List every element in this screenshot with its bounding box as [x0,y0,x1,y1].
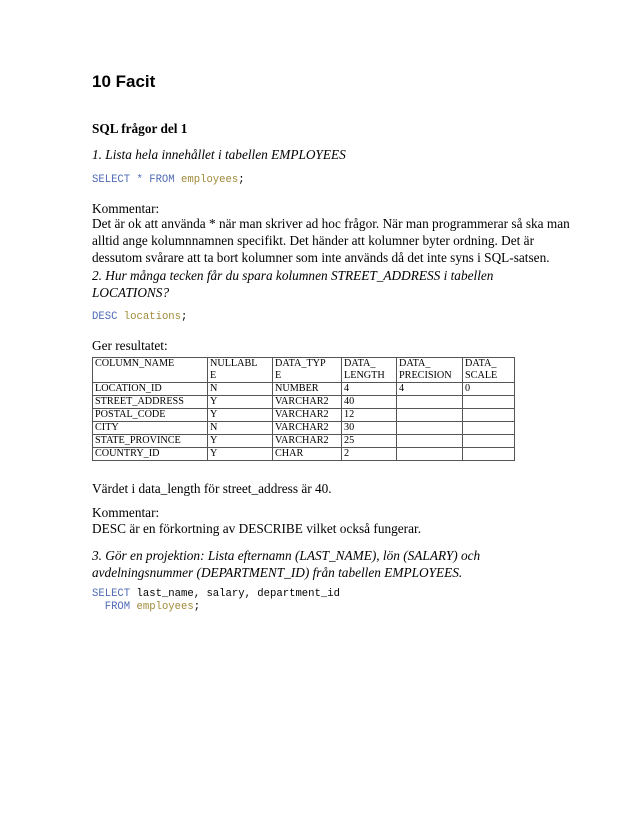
column-header: COLUMN_NAME [93,358,208,383]
table-cell: VARCHAR2 [273,409,342,422]
code-block-2 [92,311,187,323]
code-keyword: SELECT * FROM [92,174,182,186]
page-heading: 10 Facit [92,72,156,91]
table-row [93,422,515,435]
code-identifier: employees [181,174,239,186]
section-title: SQL frågor del 1 [92,121,188,136]
table-cell: N [208,383,273,396]
code-columns: last_name, salary, department_id [136,588,340,600]
table-cell [397,422,463,435]
answer-2: Värdet i data_length för street_address är 40. [92,481,332,496]
table-cell: POSTAL_CODE [93,409,208,422]
code-keyword: SELECT [92,588,137,600]
table-header-row [93,358,515,383]
table-row [93,409,515,422]
table-cell [463,396,515,409]
table-cell: 2 [342,448,397,461]
table-cell [397,448,463,461]
column-header: DATA_TYP E [273,358,342,383]
code-terminator: ; [193,601,201,613]
table-cell: Y [208,435,273,448]
comment-1-line: alltid ange kolumnnamnen specifikt. Det händer att kolumner byter ordning. Det är [92,233,534,248]
comment-2-text: DESC är en förkortning av DESCRIBE vilket också fungerar. [92,521,422,536]
question-2-line: 2. Hur många tecken får du spara kolumnen STREET_ADDRESS i tabellen [92,268,494,283]
result-label: Ger resultatet: [92,338,168,353]
comment-1-label: Kommentar: [92,201,160,216]
question-2-line: LOCATIONS? [92,285,170,300]
column-header: NULLABL E [208,358,273,383]
table-cell: STATE_PROVINCE [93,435,208,448]
column-header: DATA_ SCALE [463,358,515,383]
table-cell: N [208,422,273,435]
table-cell: Y [208,409,273,422]
code-block-1 [92,174,245,186]
question-3-line: avdelningsnummer (DEPARTMENT_ID) från tabellen EMPLOYEES. [92,565,463,580]
column-header: DATA_ PRECISION [397,358,463,383]
table-cell: 12 [342,409,397,422]
column-header: DATA_ LENGTH [342,358,397,383]
table-row [93,448,515,461]
code-terminator: ; [181,311,188,323]
code-block-3-line-1 [92,588,340,600]
table-cell: VARCHAR2 [273,435,342,448]
code-block-3-line-2 [92,601,200,613]
table-cell [397,435,463,448]
table-cell: CHAR [273,448,342,461]
locations-describe-table [92,357,515,461]
table-cell [397,409,463,422]
question-3-line: 3. Gör en projektion: Lista efternamn (LAST_NAME), lön (SALARY) och [92,548,481,563]
table-cell: COUNTRY_ID [93,448,208,461]
table-cell [463,422,515,435]
table-cell: 25 [342,435,397,448]
comment-2-label: Kommentar: [92,505,160,520]
code-keyword: DESC [92,311,124,323]
table-row [93,435,515,448]
table-cell [463,435,515,448]
table-cell: STREET_ADDRESS [93,396,208,409]
table-cell [463,448,515,461]
table-cell: VARCHAR2 [273,422,342,435]
table-cell: 4 [397,383,463,396]
table-cell [463,409,515,422]
code-identifier: employees [136,601,194,613]
code-terminator: ; [238,174,245,186]
comment-1-line: dessutom svårare att ta bort kolumner som inte används då det inte syns i SQL-satsen. [92,250,550,265]
table-cell: CITY [93,422,208,435]
table-row [93,396,515,409]
table-cell: VARCHAR2 [273,396,342,409]
table-row [93,383,515,396]
table-cell: 0 [463,383,515,396]
table-cell [397,396,463,409]
code-identifier: locations [123,311,182,323]
table-cell: 30 [342,422,397,435]
table-cell: Y [208,448,273,461]
table-cell: Y [208,396,273,409]
table-cell: 4 [342,383,397,396]
table-cell: LOCATION_ID [93,383,208,396]
comment-1-line: Det är ok att använda * när man skriver ad hoc frågor. När man programmerar så ska man [92,216,570,231]
table-cell: NUMBER [273,383,342,396]
code-keyword: FROM [92,601,137,613]
question-1: 1. Lista hela innehållet i tabellen EMPLOYEES [92,147,346,162]
table-cell: 40 [342,396,397,409]
